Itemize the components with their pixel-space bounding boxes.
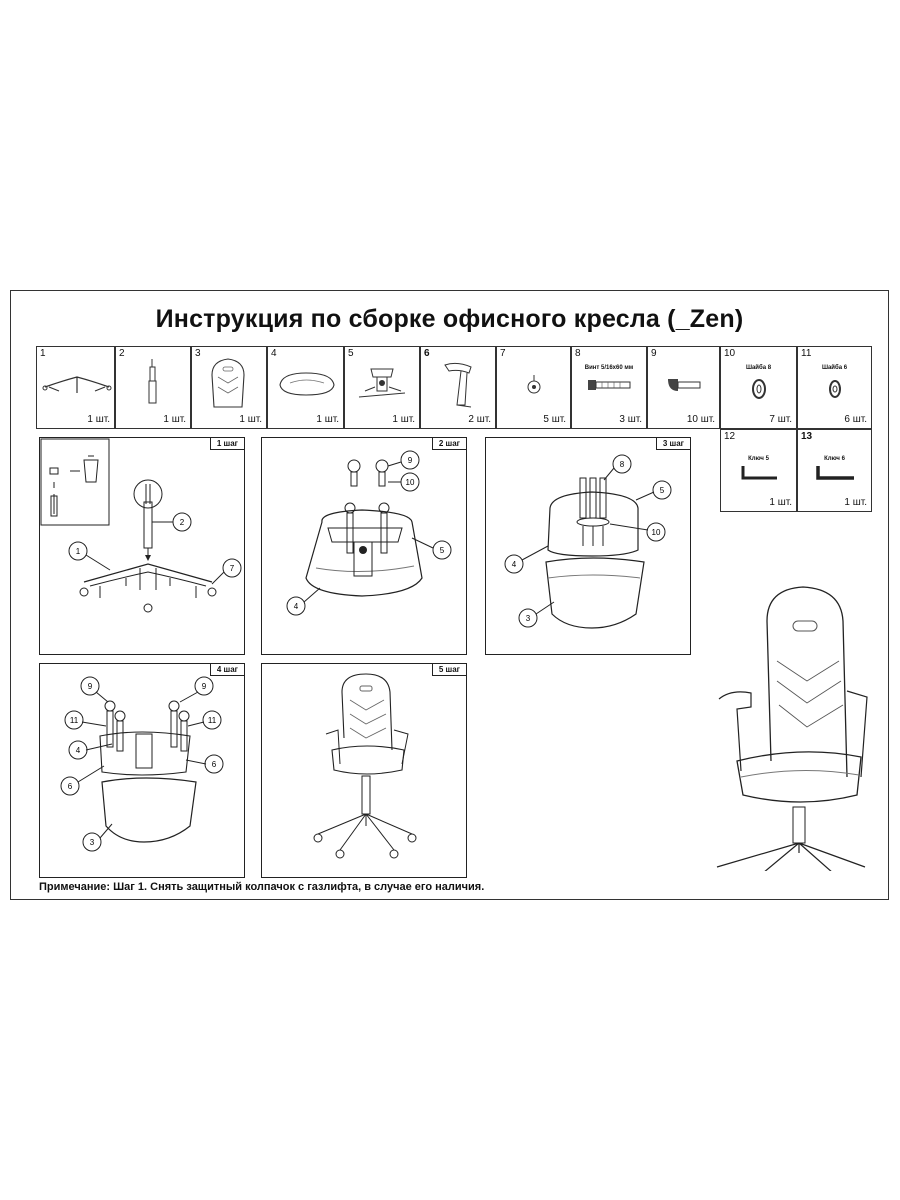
step-tag: 3 шаг: [656, 438, 690, 450]
step-2-diagram: [262, 438, 468, 656]
step-3-diagram: [486, 438, 692, 656]
part-cell-10: [720, 346, 797, 429]
part-quantity: 1 шт.: [163, 414, 186, 425]
part-number: 11: [801, 348, 812, 359]
step-tag: 4 шаг: [210, 664, 244, 676]
part-cell-12: [720, 429, 797, 512]
part-quantity: 1 шт.: [87, 414, 110, 425]
callout-label: 5: [439, 546, 445, 555]
part-cell-1: [36, 346, 115, 429]
part-number: 6: [424, 348, 430, 359]
part-number: 8: [575, 348, 581, 359]
part-number: 4: [271, 348, 277, 359]
callout-label: 9: [201, 682, 207, 691]
part-cell-7: [496, 346, 571, 429]
part-caption: Шайба 8: [745, 365, 772, 371]
cap-icon: [50, 468, 58, 474]
long-bolt-stack-icon: [577, 478, 609, 546]
part-quantity: 6 шт.: [844, 414, 867, 425]
part-caption: Шайба 6: [821, 365, 848, 371]
callout-label: 10: [405, 478, 415, 487]
callout-label: 4: [511, 560, 517, 569]
callout-label: 7: [229, 564, 235, 573]
callout-label: 9: [407, 456, 413, 465]
part-cell-5: [344, 346, 420, 429]
part-number: 1: [40, 348, 46, 359]
part-cell-9: [647, 346, 720, 429]
part-quantity: 10 шт.: [686, 414, 715, 425]
bolt-group-right-icon: [169, 701, 189, 751]
part-number: 7: [500, 348, 506, 359]
callout-label: 4: [293, 602, 299, 611]
part-number: 10: [724, 348, 736, 359]
callout-label: 10: [651, 528, 661, 537]
page-title: Инструкция по сборке офисного кресла (_Zen): [155, 305, 744, 333]
part-cell-8: [571, 346, 647, 429]
assembled-chair-small-icon: [262, 664, 468, 879]
note-text: Примечание: Шаг 1. Снять защитный колпачок с газлифта, в случае его наличия.: [39, 881, 485, 893]
part-quantity: 1 шт.: [239, 414, 262, 425]
part-cell-3: [191, 346, 267, 429]
step-tag: 2 шаг: [432, 438, 466, 450]
bolt-group-left-icon: [105, 701, 125, 751]
part-quantity: 3 шт.: [619, 414, 642, 425]
part-number: 12: [724, 431, 736, 442]
part-cell-13: [797, 429, 872, 512]
step-tag: 1 шаг: [210, 438, 244, 450]
trash-bin-icon: [84, 460, 98, 482]
part-number: 3: [195, 348, 201, 359]
callout-label: 3: [525, 614, 531, 623]
callout-label: 4: [75, 746, 81, 755]
callout-label: 3: [89, 838, 95, 847]
part-caption: Ключ 6: [824, 456, 845, 462]
part-number: 9: [651, 348, 657, 359]
part-number: 5: [348, 348, 354, 359]
step-4-panel: [39, 663, 245, 878]
part-cell-11: [797, 346, 872, 429]
callout-label: 11: [69, 716, 79, 725]
callout-label: 5: [659, 486, 665, 495]
part-quantity: 1 шт.: [844, 497, 867, 508]
step-4-diagram: [40, 664, 246, 879]
part-cell-4: [267, 346, 344, 429]
callout-label: 9: [87, 682, 93, 691]
bolt-stack-icon: [345, 460, 389, 553]
part-caption: Винт 5/16х60 мм: [584, 365, 634, 371]
part-cell-6: [420, 346, 496, 429]
part-number: 13: [801, 431, 813, 442]
part-quantity: 7 шт.: [769, 414, 792, 425]
callout-label: 1: [75, 547, 81, 556]
part-caption: Ключ 5: [748, 456, 769, 462]
step-3-panel: [485, 437, 691, 655]
callout-label: 11: [207, 716, 217, 725]
step-1-diagram: [40, 438, 246, 656]
callout-label: 2: [179, 518, 185, 527]
step-tag: 5 шаг: [432, 664, 466, 676]
instruction-sheet: [10, 290, 889, 900]
callout-label: 6: [67, 782, 73, 791]
step-5-panel: [261, 663, 467, 878]
part-quantity: 1 шт.: [769, 497, 792, 508]
assembled-chair-icon: [701, 581, 871, 871]
step-1-panel: [39, 437, 245, 655]
part-number: 2: [119, 348, 125, 359]
part-cell-2: [115, 346, 191, 429]
callout-label: 6: [211, 760, 217, 769]
part-quantity: 5 шт.: [543, 414, 566, 425]
part-quantity: 1 шт.: [316, 414, 339, 425]
step-2-panel: [261, 437, 467, 655]
part-quantity: 2 шт.: [468, 414, 491, 425]
part-quantity: 1 шт.: [392, 414, 415, 425]
callout-label: 8: [619, 460, 625, 469]
